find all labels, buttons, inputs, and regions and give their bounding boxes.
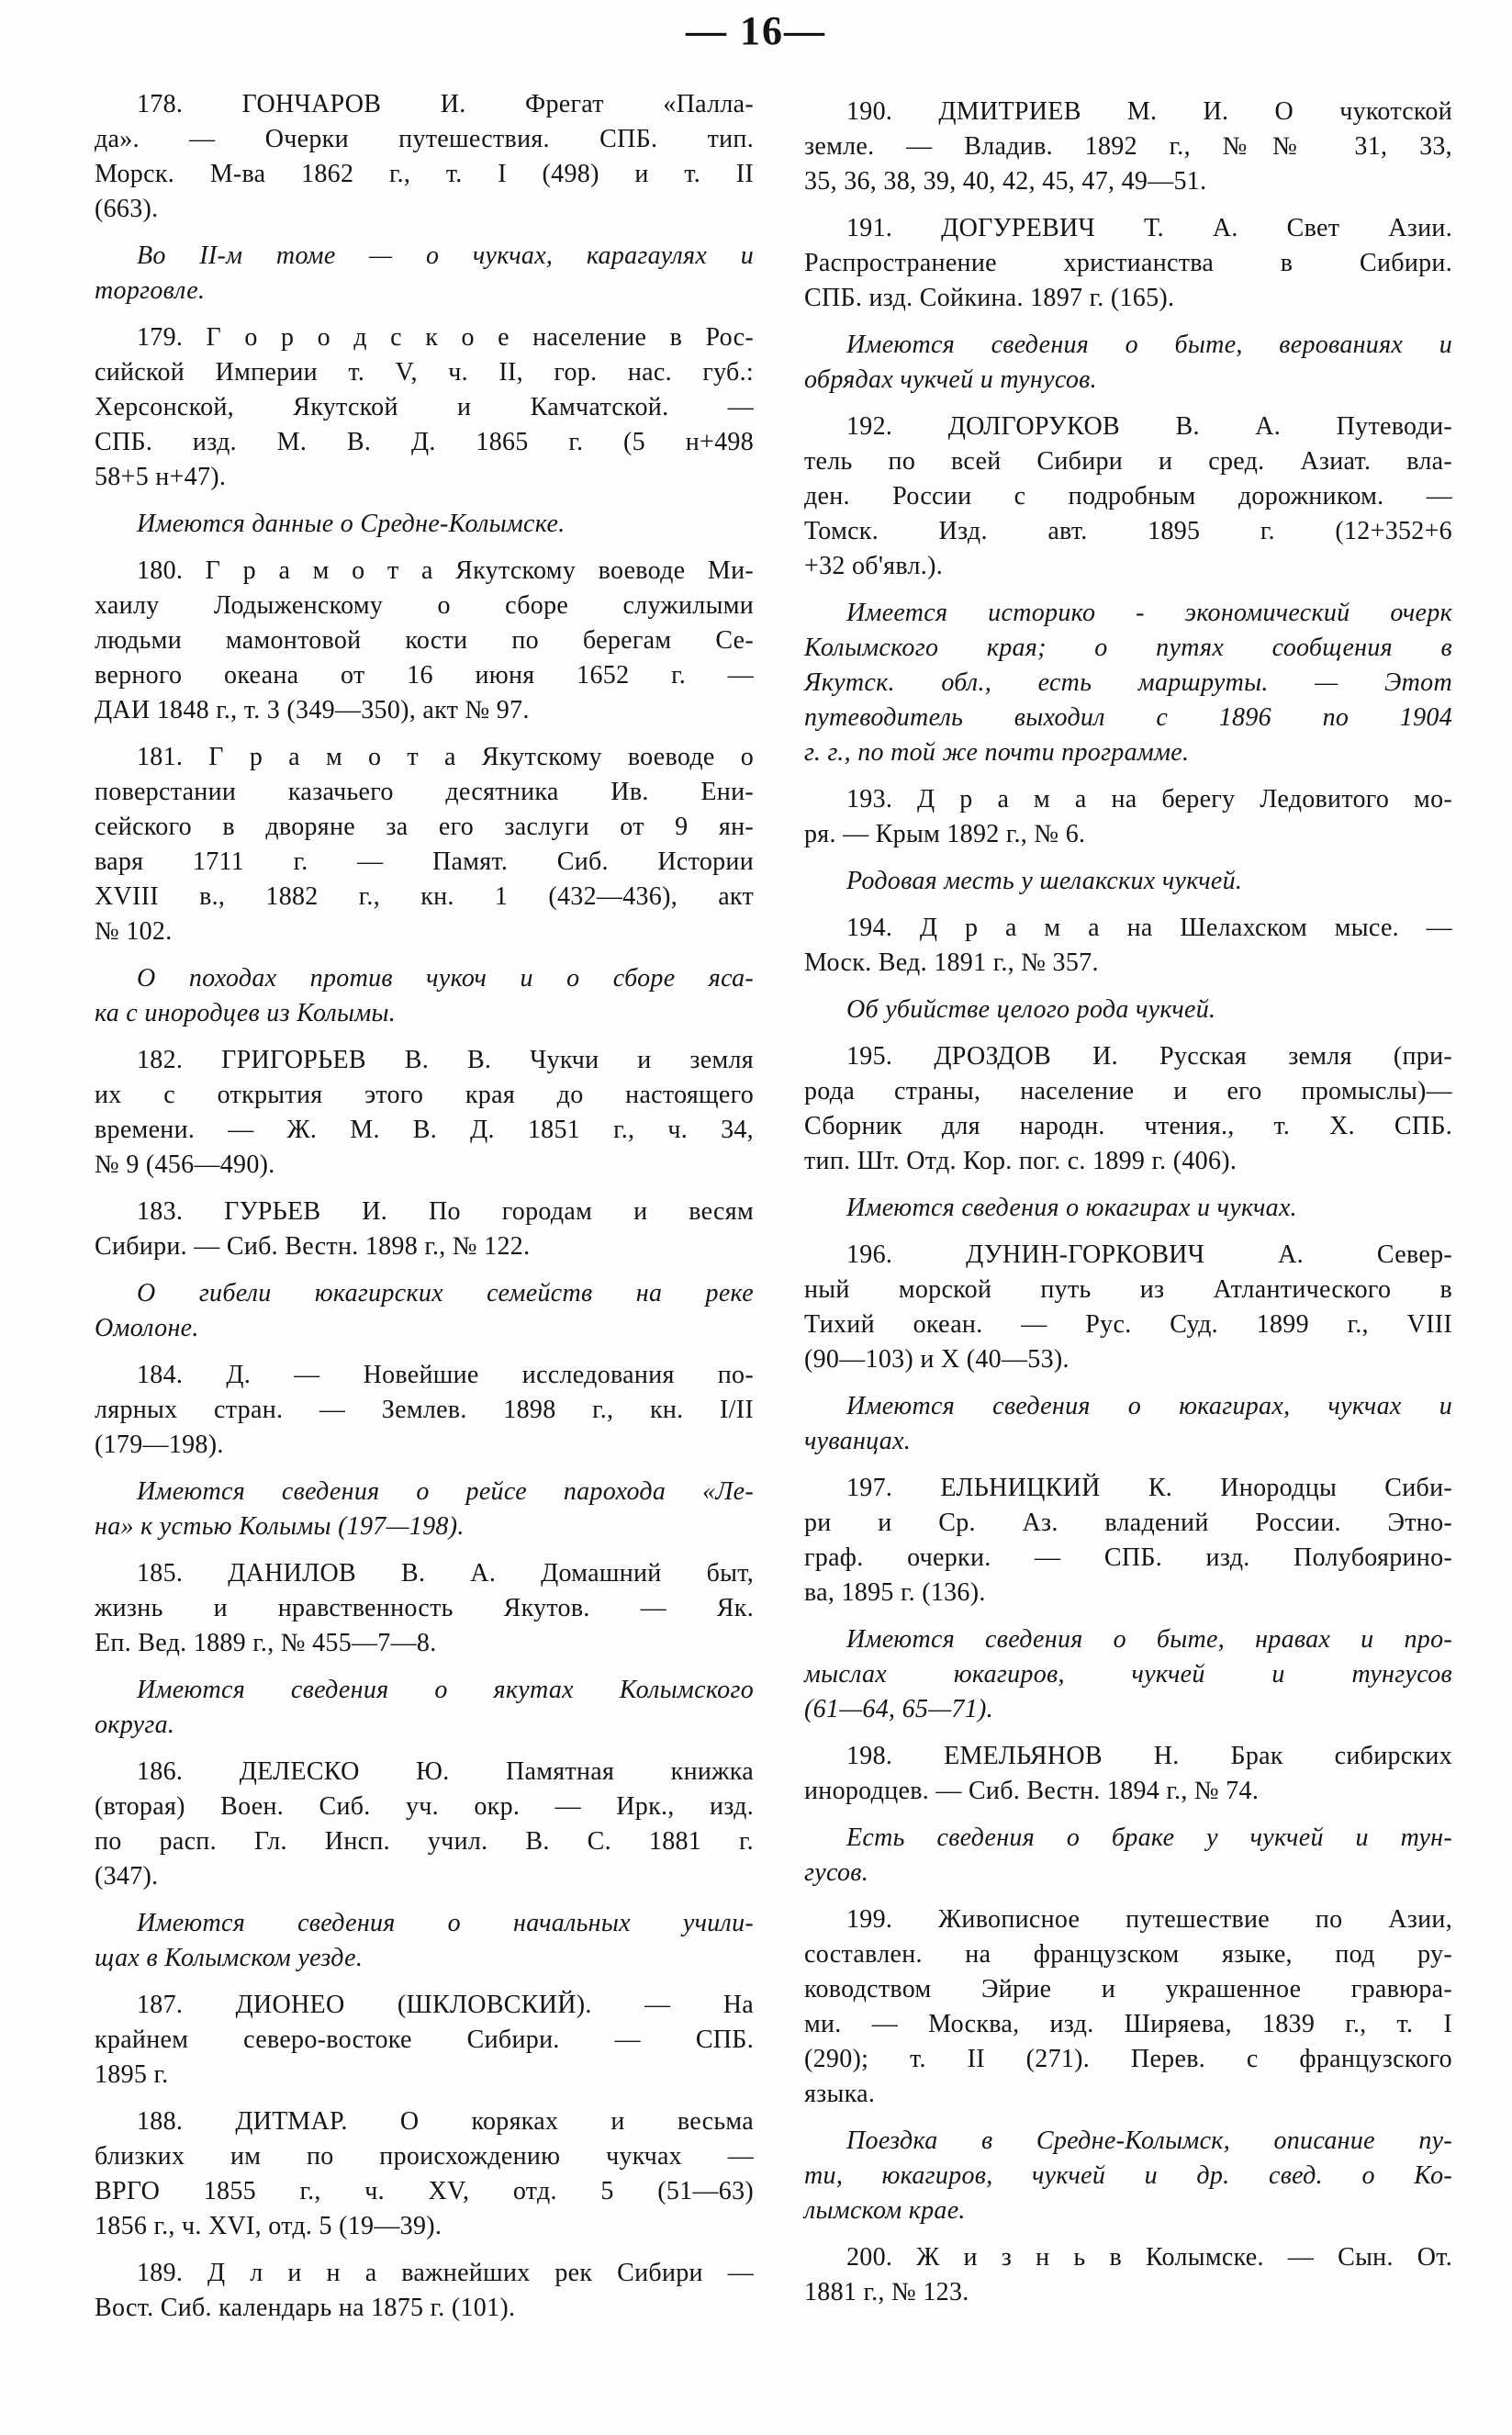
bibliography-entry xyxy=(95,2256,754,2326)
entry-line: +32 об'явл.). xyxy=(804,552,944,580)
bibliography-entry xyxy=(95,1988,754,2093)
entry-line: 196. ДУНИН-ГОРКОВИЧ А. Север- xyxy=(846,1240,1452,1269)
left-column xyxy=(95,87,754,2338)
entry-line: ВРГО 1855 г., ч. XV, отд. 5 (51—63) xyxy=(95,2177,754,2205)
note-line: округа. xyxy=(95,1711,175,1739)
entry-line: 180. Г р а м о т а Якутскому воеводе Ми- xyxy=(137,556,754,585)
entry-line: Моск. Вед. 1891 г., № 357. xyxy=(804,948,1099,977)
bibliography-entry xyxy=(804,95,1452,199)
note-line: Имеются сведения о юкагирах и чукчах. xyxy=(846,1194,1297,1222)
entry-line: 188. ДИТМАР. О коряках и весьма xyxy=(137,2107,754,2136)
entry-line: 189. Д л и н а важнейших рек Сибири — xyxy=(137,2259,754,2287)
entry-line: инородцев. — Сиб. Вестн. 1894 г., № 74. xyxy=(804,1777,1260,1805)
note-line: Якутск. обл., есть маршруты. — Этот xyxy=(804,668,1452,697)
note-line: Имеются сведения о быте, нравах и про- xyxy=(846,1625,1452,1654)
entry-line: 190. ДМИТРИЕВ М. И. О чукотской xyxy=(846,97,1452,126)
annotation-note xyxy=(95,1906,754,1976)
entry-line: 1856 г., ч. XVI, отд. 5 (19—39). xyxy=(95,2212,442,2240)
note-line: лымском крае. xyxy=(804,2196,966,2225)
note-line: Есть сведения о браке у чукчей и тун- xyxy=(846,1823,1452,1852)
annotation-note xyxy=(95,1475,754,1544)
entry-line: Еп. Вед. 1889 г., № 455—7—8. xyxy=(95,1629,437,1657)
entry-line: лярных стран. — Землев. 1898 г., кн. I/II xyxy=(95,1396,754,1424)
annotation-note xyxy=(95,1276,754,1346)
note-line: гусов. xyxy=(804,1858,869,1887)
entry-line: 187. ДИОНЕО (ШКЛОВСКИЙ). — На xyxy=(137,1991,754,2019)
bibliography-entry xyxy=(804,911,1452,981)
entry-line: Вост. Сиб. календарь на 1875 г. (101). xyxy=(95,2294,516,2322)
annotation-note xyxy=(804,328,1452,398)
right-column xyxy=(804,95,1452,2322)
annotation-note xyxy=(804,1389,1452,1459)
bibliography-entry xyxy=(95,554,754,728)
entry-line: по расп. Гл. Инсп. учил. В. С. 1881 г. xyxy=(95,1827,754,1856)
entry-line: Херсонской, Якутской и Камчатской. — xyxy=(95,393,754,421)
entry-line: (290); т. II (271). Перев. с французского xyxy=(804,2045,1452,2073)
entry-line: (90—103) и X (40—53). xyxy=(804,1345,1070,1374)
bibliography-entry xyxy=(804,1039,1452,1179)
entry-line: ден. России с подробным дорожником. — xyxy=(804,482,1452,511)
note-line: обрядах чукчей и тунусов. xyxy=(804,365,1097,394)
bibliography-entry xyxy=(804,1902,1452,2112)
note-line: Имеются сведения о юкагирах, чукчах и xyxy=(846,1392,1452,1420)
entry-line: СПБ. изд. М. В. Д. 1865 г. (5 н+498 xyxy=(95,428,754,456)
entry-line: Распространение христианства в Сибири. xyxy=(804,249,1452,277)
note-line: ти, юкагиров, чукчей и др. свед. о Ко- xyxy=(804,2161,1452,2190)
note-line: (61—64, 65—71). xyxy=(804,1695,993,1723)
bibliography-entry xyxy=(95,1195,754,1264)
entry-line: ря. — Крым 1892 г., № 6. xyxy=(804,820,1086,848)
entry-line: Сборник для народн. чтения., т. X. СПБ. xyxy=(804,1112,1452,1140)
page-number: — 16— xyxy=(686,8,826,53)
note-line: Колымского края; о путях сообщения в xyxy=(804,634,1452,662)
annotation-note xyxy=(804,993,1452,1027)
annotation-note xyxy=(804,1622,1452,1727)
note-line: Родовая месть у шелакских чукчей. xyxy=(846,867,1243,895)
entry-line: 197. ЕЛЬНИЦКИЙ К. Инородцы Сиби- xyxy=(846,1474,1452,1502)
entry-line: ДАИ 1848 г., т. 3 (349—350), акт № 97. xyxy=(95,696,530,724)
note-line: Имеются данные о Средне-Колымске. xyxy=(137,510,566,538)
entry-line: 35, 36, 38, 39, 40, 42, 45, 47, 49—51. xyxy=(804,167,1207,196)
entry-line: СПБ. изд. Сойкина. 1897 г. (165). xyxy=(804,284,1175,312)
note-line: Имеются сведения о быте, верованиях и xyxy=(846,331,1452,359)
entry-line: поверстании казачьего десятника Ив. Ени- xyxy=(95,778,754,806)
entry-line: 179. Г о р о д с к о е население в Рос- xyxy=(137,323,754,352)
entry-line: 181. Г р а м о т а Якутскому воеводе о xyxy=(137,743,754,771)
annotation-note xyxy=(804,2124,1452,2228)
note-line: ка с инородцев из Колымы. xyxy=(95,999,397,1027)
entry-line: 178. ГОНЧАРОВ И. Фрегат «Палла- xyxy=(137,90,754,118)
entry-line: 183. ГУРЬЕВ И. По городам и весям xyxy=(137,1197,754,1226)
entry-line: 182. ГРИГОРЬЕВ В. В. Чукчи и земля xyxy=(137,1046,754,1074)
entry-line: Сибири. — Сиб. Вестн. 1898 г., № 122. xyxy=(95,1232,531,1261)
bibliography-entry xyxy=(804,1739,1452,1809)
note-line: путеводитель выходил с 1896 по 1904 xyxy=(804,703,1452,732)
bibliography-entry xyxy=(804,1238,1452,1377)
entry-line: 199. Живописное путешествие по Азии, xyxy=(846,1905,1452,1934)
entry-line: (179—198). xyxy=(95,1431,224,1459)
bibliography-entry xyxy=(95,1043,754,1183)
annotation-note xyxy=(95,507,754,542)
entry-line: жизнь и нравственность Якутов. — Як. xyxy=(95,1594,754,1622)
note-line: Омолоне. xyxy=(95,1314,199,1342)
entry-line: их с открытия этого края до настоящего xyxy=(95,1081,754,1109)
bibliography-entry xyxy=(804,1471,1452,1610)
entry-line: крайнем северо-востоке Сибири. — СПБ. xyxy=(95,2025,754,2054)
note-line: О походах против чукоч и о сборе яса- xyxy=(137,964,754,993)
entry-line: Тихий океан. — Рус. Суд. 1899 г., VIII xyxy=(804,1310,1452,1339)
note-line: Имеется историко - экономический очерк xyxy=(846,599,1452,627)
entry-line: № 9 (456—490). xyxy=(95,1150,275,1179)
bibliography-entry xyxy=(804,782,1452,852)
note-line: Во II-м томе — о чукчах, карагаулях и xyxy=(137,241,754,270)
entry-line: верного океана от 16 июня 1652 г. — xyxy=(95,661,754,690)
entry-line: 192. ДОЛГОРУКОВ В. А. Путеводи- xyxy=(846,412,1452,441)
annotation-note xyxy=(804,1191,1452,1226)
entry-line: ководством Эйрие и украшенное гравюра- xyxy=(804,1975,1452,2003)
entry-line: 186. ДЕЛЕСКО Ю. Памятная книжка xyxy=(137,1757,754,1786)
annotation-note xyxy=(804,596,1452,770)
entry-line: сийской Империи т. V, ч. II, гор. нас. губ.: xyxy=(95,358,754,387)
annotation-note xyxy=(95,1673,754,1743)
note-line: Имеются сведения о начальных учили- xyxy=(137,1909,754,1937)
entry-line: 58+5 н+47). xyxy=(95,463,227,491)
entry-line: Томск. Изд. авт. 1895 г. (12+352+6 xyxy=(804,517,1452,545)
entry-line: 191. ДОГУРЕВИЧ Т. А. Свет Азии. xyxy=(846,214,1452,242)
note-line: щах в Колымском уезде. xyxy=(95,1944,364,1972)
entry-line: ва, 1895 г. (136). xyxy=(804,1578,986,1607)
note-line: О гибели юкагирских семейств на реке xyxy=(137,1279,754,1307)
entry-line: земле. — Владив. 1892 г., №№ 31, 33, xyxy=(804,132,1452,161)
bibliography-entry xyxy=(804,211,1452,316)
note-line: Имеются сведения о якутах Колымского xyxy=(137,1676,754,1704)
bibliography-entry xyxy=(95,1755,754,1894)
entry-line: хаилу Лодыженскому о сборе служилыми xyxy=(95,591,754,620)
entry-line: (347). xyxy=(95,1862,159,1891)
entry-line: 185. ДАНИЛОВ В. А. Домашний быт, xyxy=(137,1559,754,1588)
entry-line: языка. xyxy=(804,2080,876,2108)
entry-line: (663). xyxy=(95,195,159,223)
entry-line: да». — Очерки путешествия. СПБ. тип. xyxy=(95,125,754,153)
bibliography-entry xyxy=(95,87,754,227)
entry-line: 184. Д. — Новейшие исследования по- xyxy=(137,1361,754,1389)
bibliography-entry xyxy=(95,2104,754,2244)
entry-line: граф. очерки. — СПБ. изд. Полубоярино- xyxy=(804,1543,1452,1572)
note-line: чуванцах. xyxy=(804,1427,912,1455)
entry-line: времени. — Ж. М. В. Д. 1851 г., ч. 34, xyxy=(95,1116,754,1144)
entry-line: рода страны, население и его промыслы)— xyxy=(804,1077,1452,1105)
note-line: торговле. xyxy=(95,276,206,305)
entry-line: XVIII в., 1882 г., кн. 1 (432—436), акт xyxy=(95,882,754,911)
entry-line: (вторая) Воен. Сиб. уч. окр. — Ирк., изд. xyxy=(95,1792,754,1821)
bibliography-entry xyxy=(95,740,754,949)
entry-line: тель по всей Сибири и сред. Азиат. вла- xyxy=(804,447,1452,476)
entry-line: составлен. на французском языке, под ру- xyxy=(804,1940,1452,1969)
entry-line: ри и Ср. Аз. владений России. Этно- xyxy=(804,1509,1452,1537)
annotation-note xyxy=(804,864,1452,899)
entry-line: 200. Ж и з н ь в Колымске. — Сын. От. xyxy=(846,2243,1452,2272)
annotation-note xyxy=(95,239,754,309)
entry-line: ный морской путь из Атлантического в xyxy=(804,1275,1452,1304)
bibliography-entry xyxy=(95,1358,754,1463)
entry-line: близких им по происхождению чукчах — xyxy=(95,2142,754,2171)
entry-line: сейского в дворяне за его заслуги от 9 ян- xyxy=(95,813,754,841)
bibliography-entry xyxy=(804,2240,1452,2310)
note-line: на» к устью Колымы (197—198). xyxy=(95,1512,465,1541)
annotation-note xyxy=(804,1821,1452,1891)
entry-line: ми. — Москва, изд. Ширяева, 1839 г., т. I xyxy=(804,2010,1452,2038)
note-line: Имеются сведения о рейсе парохода «Ле- xyxy=(137,1477,754,1506)
entry-line: 195. ДРОЗДОВ И. Русская земля (при- xyxy=(846,1042,1452,1071)
entry-line: варя 1711 г. — Памят. Сиб. Истории xyxy=(95,847,754,876)
bibliography-entry xyxy=(95,1556,754,1661)
entry-line: 1881 г., № 123. xyxy=(804,2278,969,2306)
entry-line: 193. Д р а м а на берегу Ледовитого мо- xyxy=(846,785,1452,814)
bibliography-entry xyxy=(804,410,1452,584)
entry-line: людьми мамонтовой кости по берегам Се- xyxy=(95,626,754,655)
entry-line: тип. Шт. Отд. Кор. пог. с. 1899 г. (406). xyxy=(804,1147,1238,1175)
entry-line: Морск. М-ва 1862 г., т. I (498) и т. II xyxy=(95,160,754,188)
note-line: г. г., по той же почти программе. xyxy=(804,738,1190,767)
entry-line: 194. Д р а м а на Шелахском мысе. — xyxy=(846,914,1452,942)
annotation-note xyxy=(95,961,754,1031)
bibliography-entry xyxy=(95,320,754,495)
entry-line: № 102. xyxy=(95,917,173,946)
entry-line: 1895 г. xyxy=(95,2060,169,2089)
note-line: Об убийстве целого рода чукчей. xyxy=(846,995,1216,1024)
entry-line: 198. ЕМЕЛЬЯНОВ Н. Брак сибирских xyxy=(846,1742,1452,1770)
note-line: Поездка в Средне-Колымск, описание пу- xyxy=(846,2126,1452,2155)
note-line: мыслах юкагиров, чукчей и тунгусов xyxy=(804,1660,1452,1689)
